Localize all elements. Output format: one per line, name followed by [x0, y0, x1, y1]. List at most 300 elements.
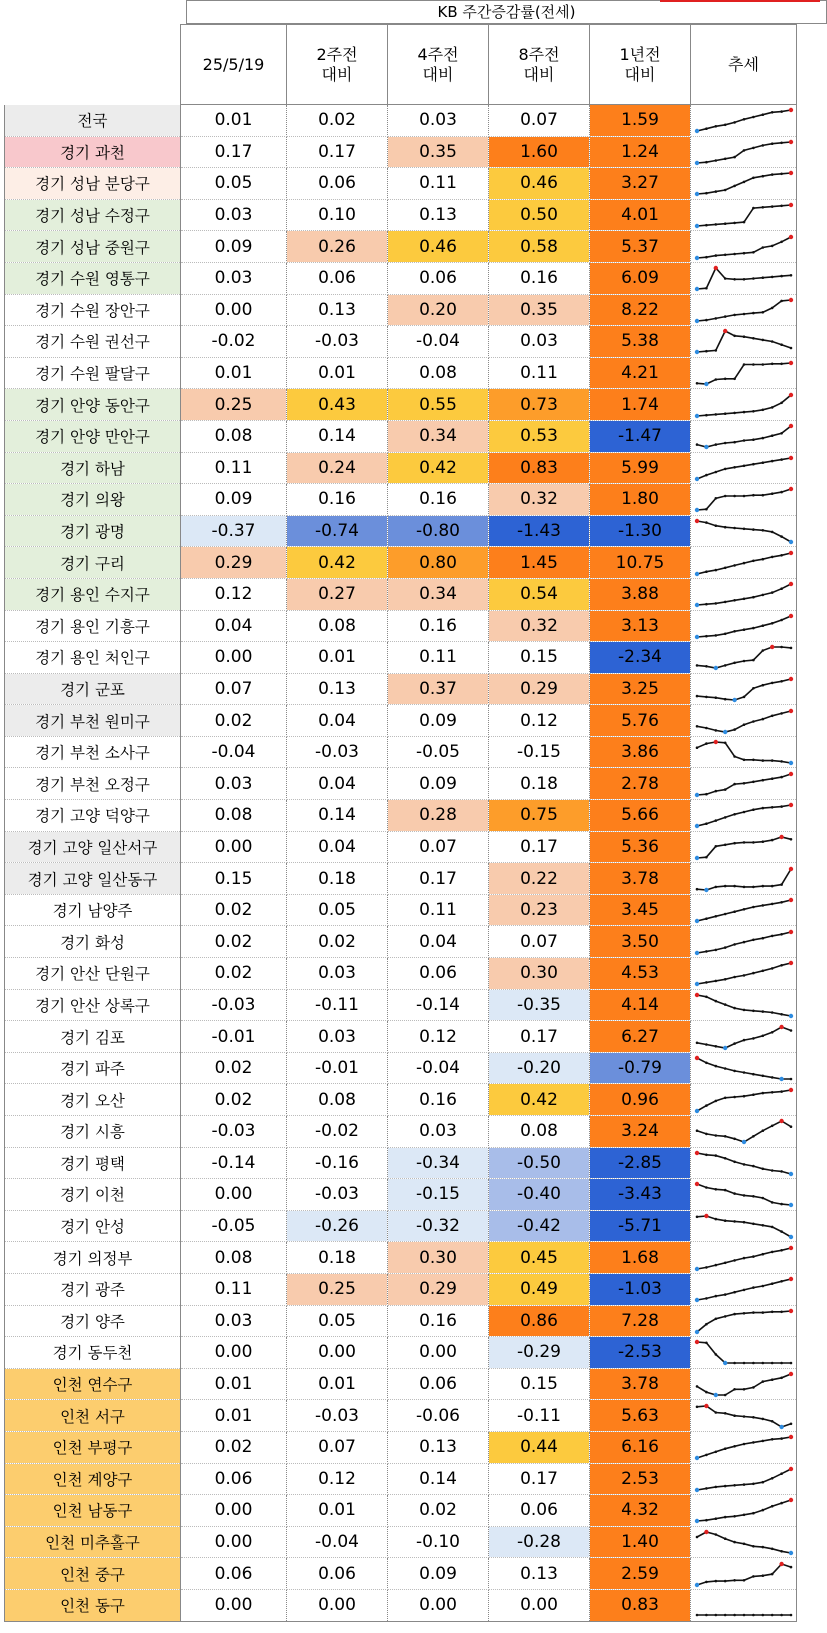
trend-cell: [691, 326, 797, 358]
trend-point: [770, 839, 773, 842]
trend-point: [733, 599, 736, 602]
trend-point: [779, 835, 783, 839]
trend-point: [694, 1182, 698, 1186]
trend-point: [723, 913, 726, 916]
trend-point: [761, 840, 764, 843]
trend-point: [714, 885, 717, 888]
value-cell: -0.29: [489, 1337, 590, 1369]
trend-point: [733, 1388, 736, 1391]
trend-point: [752, 759, 755, 762]
trend-point: [761, 206, 764, 209]
trend-point: [752, 463, 755, 466]
trend-point: [770, 1505, 773, 1508]
trend-point: [694, 919, 698, 923]
trend-point: [761, 1285, 764, 1288]
region-cell: 경기 용인 처인구: [5, 642, 181, 674]
trend-point: [733, 755, 736, 758]
header-1y: [590, 25, 691, 105]
value-cell: 0.00: [181, 1337, 287, 1369]
trend-point: [752, 1037, 755, 1040]
trend-point: [752, 809, 755, 812]
value-cell: -0.50: [489, 1147, 590, 1179]
header-1y-text: 1년전 대비: [619, 44, 661, 84]
value-cell: 0.11: [388, 168, 489, 200]
trend-point: [742, 181, 745, 184]
trend-cell: [691, 1526, 797, 1558]
trend-point: [742, 313, 745, 316]
trend-point: [779, 1424, 783, 1428]
trend-point: [714, 497, 717, 500]
trend-point: [733, 1313, 736, 1316]
trend-line: [697, 963, 791, 984]
trend-cell: [691, 1400, 797, 1432]
value-cell: 0.09: [181, 484, 287, 516]
trend-point: [780, 141, 783, 144]
trend-point: [742, 811, 745, 814]
trend-sparkline: [694, 1402, 794, 1430]
trend-line: [697, 711, 791, 732]
value-cell: 0.26: [287, 231, 388, 263]
value-cell: 6.16: [590, 1431, 691, 1463]
trend-point: [723, 1003, 726, 1006]
trend-sparkline: [694, 1496, 794, 1524]
trend-sparkline: [694, 264, 794, 292]
trend-sparkline: [694, 359, 794, 387]
trend-point: [742, 1071, 745, 1074]
trend-line: [697, 995, 791, 1016]
trend-cell: [691, 958, 797, 990]
trend-point: [742, 974, 745, 977]
trend-point: [714, 1134, 717, 1137]
trend-point: [733, 1042, 736, 1045]
trend-cell: [691, 168, 797, 200]
value-cell: 3.13: [590, 610, 691, 642]
value-cell: 0.42: [388, 452, 489, 484]
value-cell: 0.01: [287, 642, 388, 674]
trend-point: [705, 128, 708, 131]
value-cell: -0.05: [388, 736, 489, 768]
region-cell: 경기 의왕: [5, 484, 181, 516]
trend-point: [752, 1223, 755, 1226]
trend-point: [733, 1160, 736, 1163]
value-cell: 0.07: [388, 831, 489, 863]
trend-point: [780, 458, 783, 461]
trend-cell: [691, 262, 797, 294]
trend-line: [697, 142, 791, 163]
trend-point: [742, 1289, 745, 1292]
trend-line: [697, 647, 791, 668]
value-cell: -0.16: [287, 1147, 388, 1179]
trend-point: [694, 413, 698, 417]
trend-point: [723, 526, 726, 529]
value-cell: 0.75: [489, 800, 590, 832]
trend-point: [714, 790, 717, 793]
value-cell: 0.13: [388, 1431, 489, 1463]
trend-point: [694, 287, 698, 291]
value-cell: 0.00: [287, 1337, 388, 1369]
trend-point: [733, 121, 736, 124]
trend-point: [705, 1519, 708, 1522]
trend-point: [714, 1354, 717, 1357]
trend-point: [752, 1135, 755, 1138]
trend-line: [697, 837, 791, 858]
trend-point: [705, 508, 708, 511]
value-cell: 0.35: [489, 294, 590, 326]
trend-point: [742, 1038, 745, 1041]
trend-point: [770, 341, 773, 344]
value-cell: 0.02: [181, 926, 287, 958]
trend-point: [723, 632, 726, 635]
trend-line: [697, 1216, 791, 1237]
trend-line: [697, 1532, 791, 1553]
trend-point: [761, 937, 764, 940]
trend-point: [780, 432, 783, 435]
value-cell: 3.27: [590, 168, 691, 200]
trend-point: [733, 813, 736, 816]
trend-point: [761, 904, 764, 907]
table-row: [5, 168, 797, 200]
trend-point: [770, 1614, 773, 1617]
trend-sparkline: [694, 770, 794, 798]
trend-point: [694, 1519, 698, 1523]
value-cell: -0.10: [388, 1526, 489, 1558]
region-cell: 경기 김포: [5, 1021, 181, 1053]
trend-point: [733, 252, 736, 255]
trend-point: [742, 1388, 745, 1391]
value-cell: 0.02: [181, 1084, 287, 1116]
trend-point: [752, 687, 755, 690]
trend-point: [705, 1104, 708, 1107]
trend-point: [788, 772, 792, 776]
trend-point: [752, 207, 755, 210]
value-cell: 0.32: [489, 484, 590, 516]
trend-cell: [691, 357, 797, 389]
trend-point: [788, 234, 792, 238]
trend-point: [752, 177, 755, 180]
value-cell: 0.02: [287, 105, 388, 137]
trend-point: [770, 1283, 773, 1286]
value-cell: 0.45: [489, 1242, 590, 1274]
trend-point: [752, 938, 755, 941]
value-cell: 3.25: [590, 673, 691, 705]
trend-point: [780, 1090, 783, 1093]
table-row: [5, 262, 797, 294]
trend-point: [705, 1133, 708, 1136]
value-cell: -0.06: [388, 1400, 489, 1432]
value-cell: 5.63: [590, 1400, 691, 1432]
header-date: [181, 25, 287, 105]
trend-point: [779, 1024, 783, 1028]
trend-point: [714, 317, 717, 320]
value-cell: 0.07: [489, 105, 590, 137]
trend-point: [770, 645, 774, 649]
trend-point: [742, 363, 745, 366]
trend-sparkline: [694, 1149, 794, 1177]
trend-point: [752, 780, 755, 783]
trend-cell: [691, 515, 797, 547]
value-cell: 0.08: [181, 420, 287, 452]
trend-cell: [691, 1368, 797, 1400]
trend-line: [697, 1374, 791, 1395]
table-row: [5, 1147, 797, 1179]
trend-line: [697, 237, 791, 258]
value-cell: 0.06: [287, 262, 388, 294]
trend-point: [770, 111, 773, 114]
trend-cell: [691, 1084, 797, 1116]
trend-point: [752, 1073, 755, 1076]
value-cell: 0.83: [590, 1589, 691, 1621]
region-cell: 경기 구리: [5, 547, 181, 579]
value-cell: -0.03: [181, 989, 287, 1021]
trend-point: [780, 344, 783, 347]
trend-point: [770, 435, 773, 438]
trend-line: [697, 521, 791, 542]
trend-point: [733, 222, 736, 225]
value-cell: 0.46: [388, 231, 489, 263]
trend-point: [788, 1277, 792, 1281]
trend-point: [705, 224, 708, 227]
trend-point: [752, 972, 755, 975]
value-cell: 0.08: [287, 610, 388, 642]
trend-point: [780, 1614, 783, 1617]
value-cell: 0.01: [287, 357, 388, 389]
trend-point: [705, 1487, 708, 1490]
table-row: [5, 831, 797, 863]
trend-point: [788, 550, 792, 554]
trend-sparkline: [694, 138, 794, 166]
value-cell: 0.00: [181, 1526, 287, 1558]
trend-point: [770, 1076, 773, 1079]
value-cell: 0.06: [287, 1558, 388, 1590]
table-row: [5, 1273, 797, 1305]
trend-point: [704, 1403, 708, 1407]
trend-point: [742, 495, 745, 498]
value-cell: 0.00: [181, 1495, 287, 1527]
trend-sparkline: [694, 327, 794, 355]
trend-point: [714, 378, 717, 381]
trend-point: [733, 884, 736, 887]
trend-point: [770, 142, 773, 145]
value-cell: -0.34: [388, 1147, 489, 1179]
value-cell: 0.17: [489, 1463, 590, 1495]
trend-point: [723, 124, 726, 127]
trend-point: [761, 408, 764, 411]
value-cell: 0.03: [287, 1021, 388, 1053]
region-cell: 경기 의정부: [5, 1242, 181, 1274]
trend-point: [723, 1394, 726, 1397]
trend-point: [788, 140, 792, 144]
trend-point: [780, 1249, 783, 1252]
trend-cell: [691, 1052, 797, 1084]
table-row: [5, 1210, 797, 1242]
trend-sparkline: [694, 296, 794, 324]
value-cell: 5.66: [590, 800, 691, 832]
trend-point: [789, 1422, 792, 1425]
trend-point: [714, 568, 717, 571]
trend-point: [723, 1135, 726, 1138]
trend-cell: [691, 768, 797, 800]
trend-sparkline: [694, 1180, 794, 1208]
value-cell: 0.09: [181, 231, 287, 263]
trend-point: [694, 1056, 698, 1060]
table-row: [5, 894, 797, 926]
value-cell: 0.06: [181, 1463, 287, 1495]
trend-cell: [691, 1558, 797, 1590]
value-cell: 0.02: [181, 1052, 287, 1084]
value-cell: 0.15: [489, 642, 590, 674]
trend-point: [761, 558, 764, 561]
trend-point: [780, 1170, 783, 1173]
trend-point: [780, 1310, 783, 1313]
region-cell: 경기 수원 권선구: [5, 326, 181, 358]
trend-point: [713, 266, 717, 270]
trend-point: [752, 494, 755, 497]
value-cell: 0.18: [489, 768, 590, 800]
value-cell: 0.03: [489, 326, 590, 358]
trend-point: [742, 1543, 745, 1546]
trend-point: [705, 1454, 708, 1457]
trend-cell: [691, 231, 797, 263]
trend-point: [770, 1362, 773, 1365]
trend-point: [723, 1614, 726, 1617]
trend-point: [704, 887, 708, 891]
trend-point: [733, 185, 736, 188]
trend-point: [714, 1218, 717, 1221]
value-cell: 0.25: [181, 389, 287, 421]
region-cell: 경기 수원 영통구: [5, 262, 181, 294]
trend-point: [741, 1140, 745, 1144]
table-row: [5, 1337, 797, 1369]
trend-point: [742, 1095, 745, 1098]
trend-sparkline: [694, 896, 794, 924]
value-cell: 0.02: [388, 1495, 489, 1527]
trend-point: [714, 471, 717, 474]
value-cell: -0.28: [489, 1526, 590, 1558]
trend-point: [705, 1342, 708, 1345]
trend-point: [788, 298, 792, 302]
trend-point: [770, 1420, 773, 1423]
value-cell: 0.18: [287, 1242, 388, 1274]
trend-point: [714, 845, 717, 848]
value-cell: 0.12: [388, 1021, 489, 1053]
trend-point: [714, 350, 717, 353]
trend-point: [705, 823, 708, 826]
value-cell: -0.03: [287, 1400, 388, 1432]
trend-point: [788, 708, 792, 712]
value-cell: 0.00: [181, 1589, 287, 1621]
trend-sparkline: [694, 517, 794, 545]
trend-point: [705, 742, 708, 745]
trend-point: [761, 1380, 764, 1383]
trend-point: [723, 816, 726, 819]
value-cell: 1.24: [590, 136, 691, 168]
value-cell: 0.13: [287, 294, 388, 326]
trend-point: [788, 392, 792, 396]
trend-point: [780, 680, 783, 683]
trend-point: [752, 1512, 755, 1515]
table-row: [5, 1179, 797, 1211]
value-cell: 0.80: [388, 547, 489, 579]
value-cell: 8.22: [590, 294, 691, 326]
trend-point: [695, 695, 698, 698]
value-cell: -0.20: [489, 1052, 590, 1084]
trend-point: [788, 614, 792, 618]
trend-point: [733, 1484, 736, 1487]
trend-point: [705, 350, 708, 353]
trend-point: [752, 312, 755, 315]
trend-point: [705, 570, 708, 573]
region-cell: 인천 계양구: [5, 1463, 181, 1495]
trend-point: [780, 1362, 783, 1365]
value-cell: 0.04: [388, 926, 489, 958]
trend-cell: [691, 1242, 797, 1274]
value-cell: 0.16: [489, 262, 590, 294]
trend-point: [694, 224, 698, 228]
value-cell: -0.02: [181, 326, 287, 358]
trend-point: [770, 276, 773, 279]
trend-point: [761, 494, 764, 497]
region-cell: 경기 오산: [5, 1084, 181, 1116]
trend-point: [761, 1362, 764, 1365]
trend-sparkline: [694, 1528, 794, 1556]
trend-point: [694, 603, 698, 607]
value-cell: 3.86: [590, 736, 691, 768]
value-cell: 0.06: [388, 1368, 489, 1400]
trend-point: [723, 1537, 726, 1540]
value-cell: 0.08: [388, 357, 489, 389]
trend-point: [694, 856, 698, 860]
region-cell: 인천 부평구: [5, 1431, 181, 1463]
trend-point: [761, 807, 764, 810]
trend-point: [752, 439, 755, 442]
value-cell: 4.53: [590, 958, 691, 990]
table-row: [5, 958, 797, 990]
trend-point: [770, 682, 773, 685]
value-cell: 0.00: [181, 1179, 287, 1211]
trend-point: [695, 664, 698, 667]
trend-cell: [691, 1337, 797, 1369]
trend-point: [705, 726, 708, 729]
trend-point: [761, 884, 764, 887]
trend-point: [723, 277, 726, 280]
trend-point: [761, 1546, 764, 1549]
trend-point: [694, 1582, 698, 1586]
trend-point: [788, 1014, 792, 1018]
trend-point: [742, 885, 745, 888]
trend-point: [723, 1412, 726, 1415]
trend-point: [761, 144, 764, 147]
trend-point: [770, 1125, 773, 1128]
trend-point: [694, 508, 698, 512]
trend-point: [742, 1362, 745, 1365]
trend-cell: [691, 863, 797, 895]
trend-line: [697, 1437, 791, 1458]
value-cell: 0.03: [181, 262, 287, 294]
trend-point: [770, 555, 773, 558]
trend-point: [780, 933, 783, 936]
trend-point: [742, 336, 745, 339]
table-row: [5, 389, 797, 421]
trend-point: [780, 111, 783, 114]
region-cell: 경기 광명: [5, 515, 181, 547]
value-cell: 0.01: [181, 1368, 287, 1400]
value-cell: 0.12: [287, 1463, 388, 1495]
value-cell: 0.11: [181, 452, 287, 484]
trend-point: [723, 412, 726, 415]
trend-point: [761, 1509, 764, 1512]
header-8w: [489, 25, 590, 105]
trend-line: [697, 1027, 791, 1048]
